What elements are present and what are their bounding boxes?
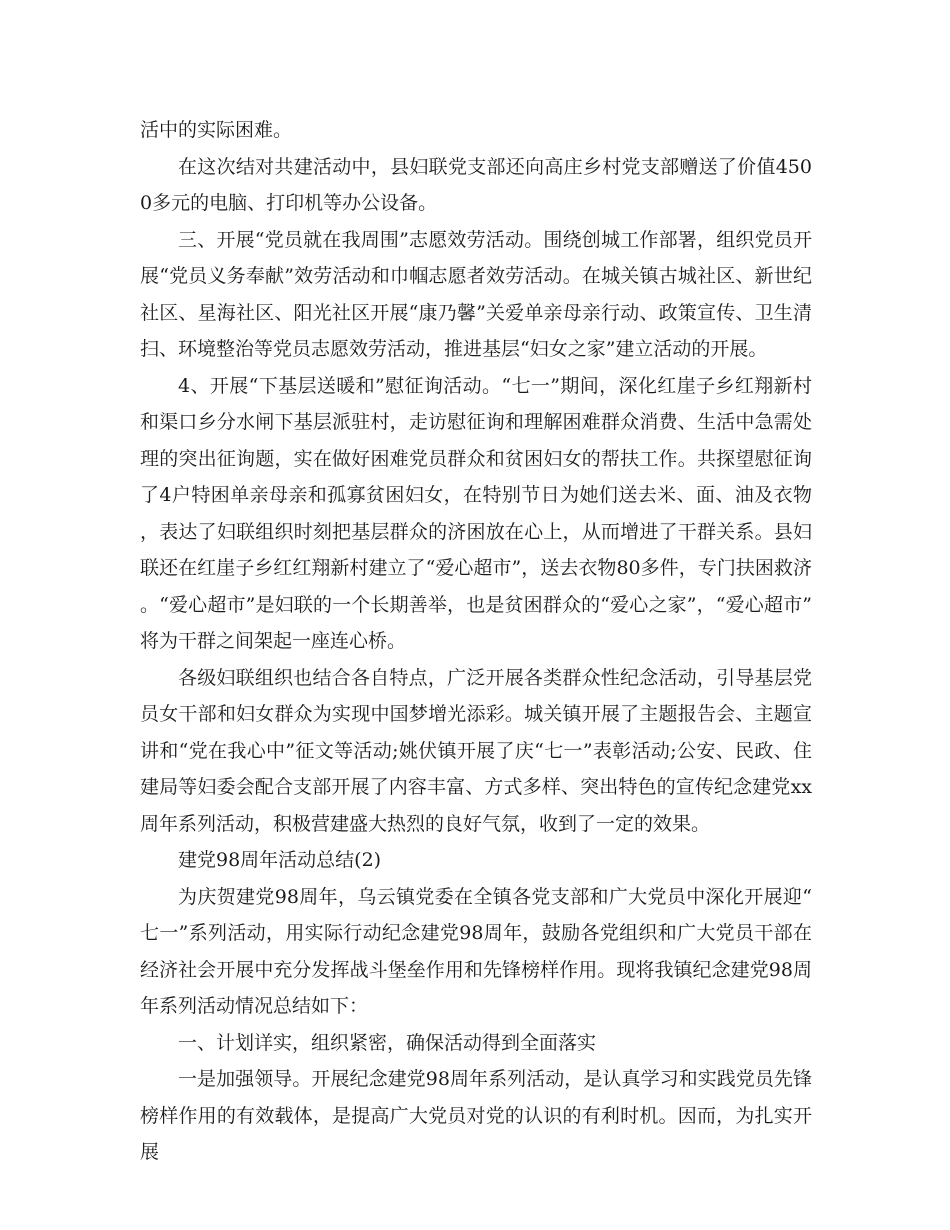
paragraph-9: 一是加强领导。开展纪念建党98周年系列活动，是认真学习和实践党员先锋榜样作用的有效载体，是提高广大党员对党的认识的有利时机。因而，为扎实开展 (140, 1068, 812, 1163)
paragraph-7: 为庆贺建党98周年，乌云镇党委在全镇各党支部和广大党员中深化开展迎“七一”系列活动，用实际行动纪念建党98周年，鼓励各党组织和广大党员干部在经济社会开展中充分发挥战斗堡垒作用和先锋榜样作用。现将我镇纪念建党98周年系列活动情况总结如下： (140, 885, 812, 1017)
paragraph-1: 活中的实际困难。 (140, 119, 293, 141)
section-heading: 建党98周年活动总结(2) (178, 849, 382, 871)
document-body (140, 112, 812, 1171)
subheading: 一、计划详实，组织紧密，确保活动得到全面落实 (178, 1031, 597, 1054)
paragraph-2: 在这次结对共建活动中，县妇联党支部还向高庄乡村党支部赠送了价值4500多元的电脑、打印机等办公设备。 (140, 155, 812, 214)
paragraph-3: 三、开展“党员就在我周围”志愿效劳活动。围绕创城工作部署，组织党员开展“党员义务奉献”效劳活动和巾帼志愿者效劳活动。在城关镇古城社区、新世纪社区、星海社区、阳光社区开展“康乃馨”关爱单亲母亲行动、政策宣传、卫生清扫、环境整治等党员志愿效劳活动，推进基层“妇女之家”建立活动的开展。 (140, 228, 812, 360)
paragraph-5: 各级妇联组织也结合各自特点，广泛开展各类群众性纪念活动，引导基层党员女干部和妇女群众为实现中国梦增光添彩。城关镇开展了主题报告会、主题宣讲和“党在我心中”征文等活动;姚伏镇开展了庆“七一”表彰活动;公安、民政、住建局等妇委会配合支部开展了内容丰富、方式多样、突出特色的宣传纪念建党xx周年系列活动，积极营建盛大热烈的良好气氛，收到了一定的效果。 (140, 666, 812, 835)
paragraph-4: 4、开展“下基层送暖和”慰征询活动。“七一”期间，深化红崖子乡红翔新村和渠口乡分水闸下基层派驻村，走访慰征询和理解困难群众消费、生活中急需处理的突出征询题，实在做好困难党员群众和贫困妇女的帮扶工作。共探望慰征询了4户特困单亲母亲和孤寡贫困妇女，在特别节日为她们送去米、面、油及衣物，表达了妇联组织时刻把基层群众的济困放在心上，从而增进了干群关系。县妇联还在红崖子乡红红翔新村建立了“爱心超市”，送去衣物80多件，专门扶困救济。“爱心超市”是妇联的一个长期善举，也是贫困群众的“爱心之家”，“爱心超市”将为干群之间架起一座连心桥。 (140, 374, 812, 652)
